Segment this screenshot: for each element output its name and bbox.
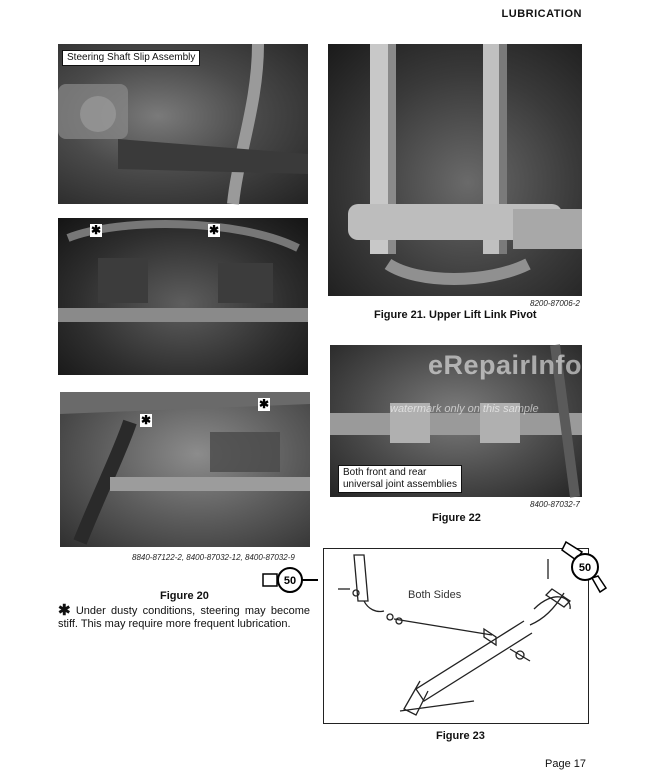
asterisk-icon: ✱ bbox=[90, 223, 102, 237]
figure-20-title: Figure 20 bbox=[160, 590, 209, 602]
figure-20-photo-steering-cylinder bbox=[60, 392, 310, 547]
lube-fitting-icon bbox=[262, 566, 320, 599]
figure-20-photo-steering-shaft bbox=[58, 44, 308, 204]
figure-23-title: Figure 23 bbox=[436, 730, 485, 742]
figure-20-note bbox=[58, 604, 310, 631]
grease-gun-icon bbox=[262, 566, 320, 594]
figure-22-photo-universal-joints bbox=[330, 345, 647, 497]
figure-23-diagram-lift-links bbox=[323, 548, 592, 724]
figure-20-part-numbers: 8840-87122-2, 8400-87032-12, 8400-87032-9 bbox=[132, 553, 295, 562]
figure-21-part-number: 8200-87006-2 bbox=[530, 299, 580, 308]
grease-gun-icon bbox=[562, 538, 608, 596]
asterisk-icon: ✱ bbox=[140, 413, 152, 427]
photo-label: Steering Shaft Slip Assembly bbox=[62, 50, 200, 66]
figure-22-part-number: 8400-87032-7 bbox=[530, 500, 580, 509]
figure-22-title: Figure 22 bbox=[432, 512, 481, 524]
figure-21-title: Figure 21. Upper Lift Link Pivot bbox=[374, 309, 537, 321]
figure-20-photo-steering-joints bbox=[58, 218, 308, 375]
note-text: Under dusty conditions, steering may become stiff. This may require more frequent lubrication. bbox=[58, 605, 311, 630]
photo-illustration bbox=[58, 44, 308, 204]
photo-label bbox=[338, 465, 462, 493]
asterisk-icon: ✱ bbox=[58, 602, 71, 619]
label-line-1: Both front and rear bbox=[343, 467, 427, 478]
lube-interval-value: 50 bbox=[283, 575, 297, 587]
page-number: Page 17 bbox=[545, 758, 586, 770]
photo-illustration bbox=[58, 218, 308, 375]
both-sides-label: Both Sides bbox=[408, 589, 462, 601]
section-title: LUBRICATION bbox=[501, 8, 582, 20]
asterisk-icon: ✱ bbox=[258, 397, 270, 411]
photo-illustration bbox=[60, 392, 310, 547]
watermark: eRepairInfo.com bbox=[428, 350, 647, 380]
photo-illustration bbox=[328, 44, 582, 296]
asterisk-icon: ✱ bbox=[208, 223, 220, 237]
lube-fitting-icon bbox=[562, 538, 608, 601]
lube-interval-value: 50 bbox=[578, 562, 592, 574]
label-line-2: universal joint assemblies bbox=[343, 479, 457, 490]
diagram-illustration bbox=[324, 549, 588, 723]
figure-21-photo-lift-link bbox=[328, 44, 582, 296]
watermark-subtitle: watermark only on this sample bbox=[390, 403, 539, 415]
